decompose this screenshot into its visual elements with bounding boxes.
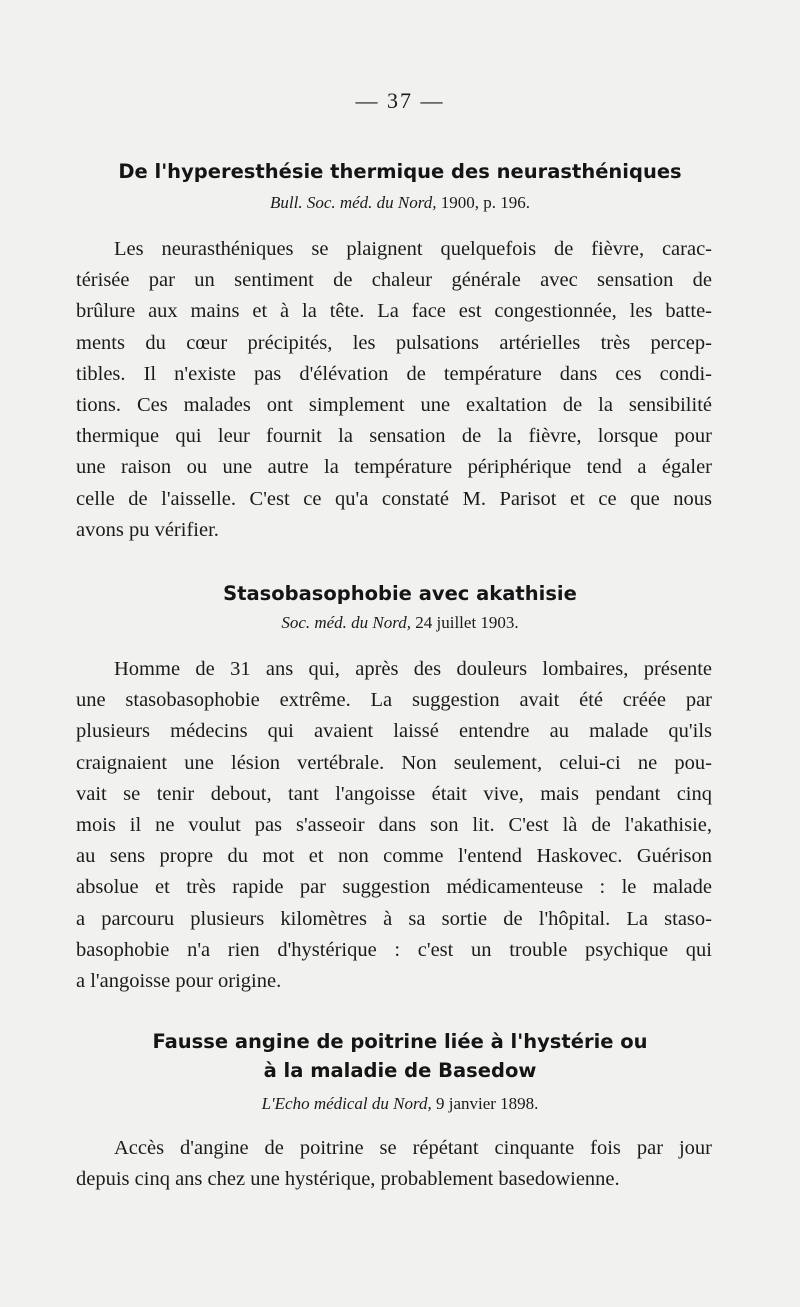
section-3-ref-detail: 9 janvier 1898. <box>435 1094 539 1113</box>
paragraph-line: craignaient une lésion vertébrale. Non seulement, celui-ci ne pou- <box>76 751 712 774</box>
section-1-ref-source: Bull. Soc. méd. du Nord, <box>269 193 437 212</box>
paragraph-line: brûlure aux mains et à la tête. La face est congestionnée, les batte- <box>76 300 712 323</box>
paragraph-line: tibles. Il n'existe pas d'élévation de température dans ces condi- <box>76 362 712 385</box>
paragraph-line: au sens propre du mot et non comme l'entend Haskovec. Guérison <box>76 845 712 868</box>
paragraph-line: depuis cinq ans chez une hystérique, probablement basedowienne. <box>76 1168 620 1191</box>
section-3-paragraph <box>76 1133 712 1195</box>
paragraph-line: Les neurasthéniques se plaignent quelquefois de fièvre, carac- <box>114 238 712 260</box>
section-1-paragraph <box>76 234 712 546</box>
paragraph-line: une stasobasophobie extrême. La suggestion avait été créée par <box>76 689 712 712</box>
section-3-reference <box>0 1094 800 1114</box>
section-1-heading: De l'hyperesthésie thermique des neurasthéniques <box>118 160 682 183</box>
section-2-ref-source: Soc. méd. du Nord, <box>281 613 412 632</box>
section-2-ref-detail: 24 juillet 1903. <box>415 613 519 632</box>
section-3-ref-source: L'Echo médical du Nord, <box>261 1094 432 1113</box>
paragraph-line: a l'angoisse pour origine. <box>76 970 282 993</box>
paragraph-line: une raison ou une autre la température périphérique tend a égaler <box>76 456 712 479</box>
section-3-heading-line-1: Fausse angine de poitrine liée à l'hystérie ou <box>152 1030 648 1053</box>
paragraph-line: tions. Ces malades ont simplement une exaltation de la sensibilité <box>76 394 712 417</box>
paragraph-line: avons pu vérifier. <box>76 518 219 541</box>
paragraph-line: plusieurs médecins qui avaient laissé entendre au malade qu'ils <box>76 720 712 743</box>
section-1-reference <box>0 193 800 213</box>
paragraph-line: Homme de 31 ans qui, après des douleurs lombaires, présente <box>114 658 712 680</box>
section-1-ref-detail: 1900, p. 196. <box>440 193 531 212</box>
paragraph-line: thermique qui leur fournit la sensation de la fièvre, lorsque pour <box>76 425 712 448</box>
section-2-paragraph <box>76 654 712 997</box>
paragraph-line: vait se tenir debout, tant l'angoisse était vive, mais pendant cinq <box>76 782 712 805</box>
page-number: — 37 — <box>355 88 445 113</box>
paragraph-line: celle de l'aisselle. C'est ce qu'a constaté M. Parisot et ce que nous <box>76 487 712 510</box>
paragraph-line: absolue et très rapide par suggestion médicamenteuse : le malade <box>76 876 712 899</box>
paragraph-line: ments du cœur précipités, les pulsations artérielles très percep- <box>76 331 712 354</box>
paragraph-line: basophobie n'a rien d'hystérique : c'est un trouble psychique qui <box>76 938 712 961</box>
section-3-heading-line-2: à la maladie de Basedow <box>263 1059 537 1082</box>
paragraph-line: térisée par un sentiment de chaleur générale avec sensation de <box>76 269 712 292</box>
paragraph-line: a parcouru plusieurs kilomètres à sa sortie de l'hôpital. La staso- <box>76 907 712 930</box>
paragraph-line: mois il ne voulut pas s'asseoir dans son lit. C'est là de l'akathisie, <box>76 814 712 837</box>
section-2-heading: Stasobasophobie avec akathisie <box>223 582 577 605</box>
paragraph-line: Accès d'angine de poitrine se répétant cinquante fois par jour <box>114 1137 712 1159</box>
section-2-reference <box>0 613 800 633</box>
